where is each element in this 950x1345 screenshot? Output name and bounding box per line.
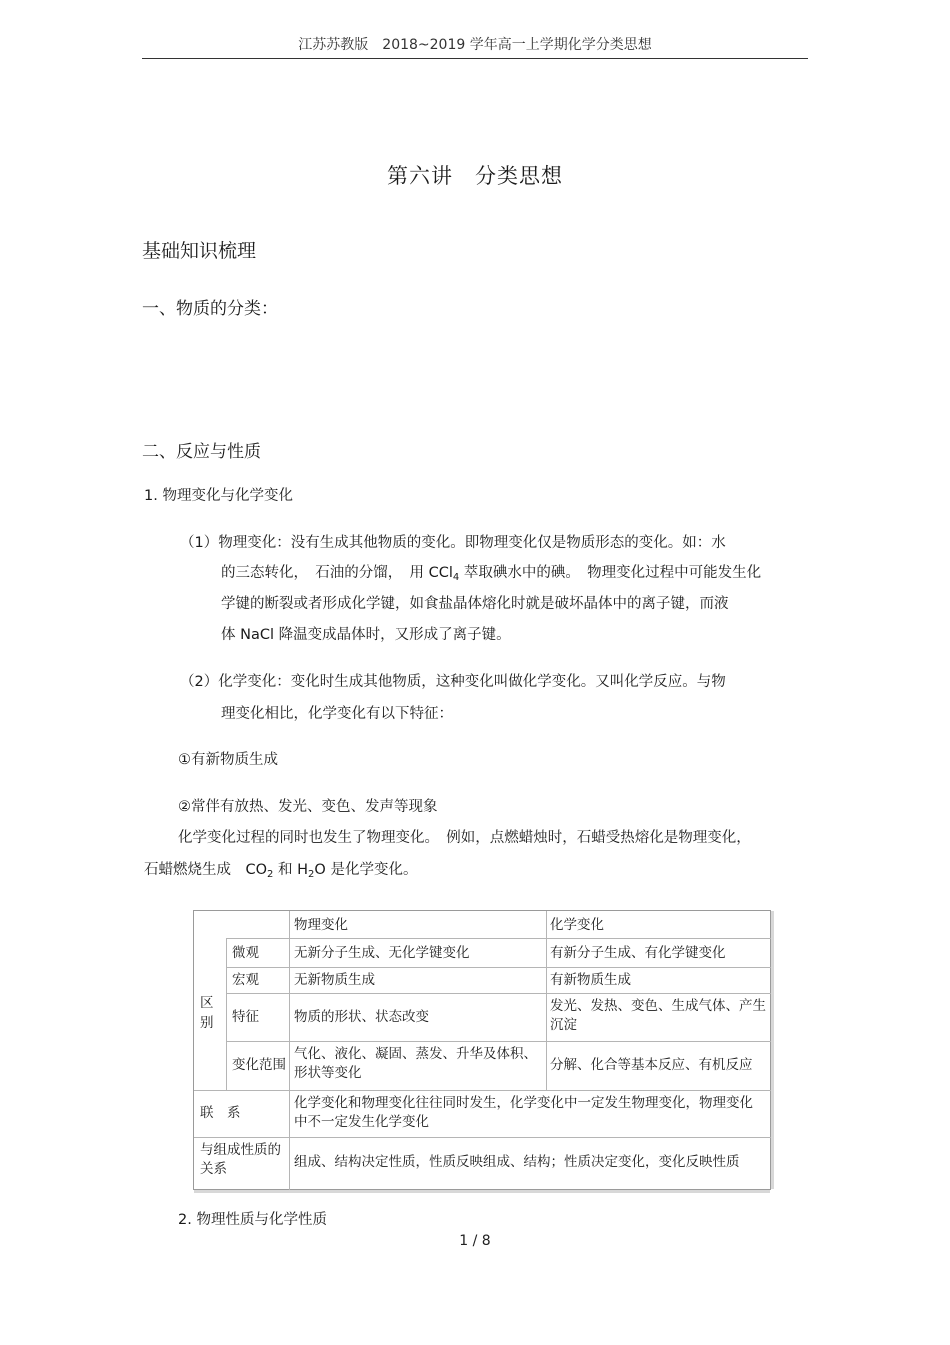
cell-scope-physical: 气化、液化、凝固、蒸发、升华及体积、形状等变化 [294, 1046, 537, 1081]
section-reaction-properties: 二、反应与性质 [142, 442, 261, 462]
header-rule [142, 58, 808, 59]
paragraph-chemical-line1: （2）化学变化：变化时生成其他物质，这种变化叫做化学变化。又叫化学反应。与物 [180, 674, 726, 690]
paragraph-physical-line1: （1）物理变化：没有生成其他物质的变化。即物理变化仅是物质形态的变化。如：水 [180, 535, 726, 551]
paragraph-physical-line2: 的三态转化， 石油的分馏， 用 CCl$_4$ 萃取碘水中的碘。 物理变化过程中可能发生化 [221, 565, 762, 583]
cell-relation: 化学变化和物理变化往往同时发生，化学变化中一定发生物理变化，物理变化中不一定发生化学变化 [294, 1095, 753, 1130]
row-label-features: 特征 [232, 1009, 259, 1025]
subsection-2: 2. 物理性质与化学性质 [178, 1212, 327, 1228]
group-label-difference: 区 别 [200, 995, 214, 1031]
cell-macro-physical: 无新物质生成 [294, 972, 375, 988]
row-label-composition: 与组成性质的关系 [200, 1142, 281, 1177]
cell-macro-chemical: 有新物质生成 [550, 972, 631, 988]
paragraph-example-line2: 石蜡燃烧生成 $CO_2$ 和 $H_2O$ 是化学变化。 [144, 862, 418, 880]
cell-features-physical: 物质的形状、状态改变 [294, 1009, 429, 1025]
subsection-1: 1. 物理变化与化学变化 [144, 488, 293, 504]
section-classification: 一、物质的分类： [142, 299, 278, 319]
comparison-table [193, 910, 771, 1190]
cell-scope-chemical: 分解、化合等基本反应、有机反应 [550, 1057, 753, 1073]
row-label-macro: 宏观 [232, 972, 259, 988]
header-chemical-change: 化学变化 [550, 917, 604, 933]
page-header: 江苏苏教版 2018~2019 学年高一上学期化学分类思想 [298, 37, 652, 53]
feature-phenomena: ②常伴有放热、发光、变色、发声等现象 [178, 799, 438, 815]
paragraph-physical-line4: 体 NaCl 降温变成晶体时，又形成了离子键。 [221, 627, 511, 643]
paragraph-chemical-line2: 理变化相比，化学变化有以下特征： [221, 706, 453, 722]
cell-micro-chemical: 有新分子生成、有化学键变化 [550, 945, 726, 961]
header-physical-change: 物理变化 [294, 917, 348, 933]
row-label-relation: 联 系 [200, 1105, 241, 1121]
table-shadow-bottom [194, 1190, 770, 1193]
paragraph-physical-line3: 学键的断裂或者形成化学键，如食盐晶体熔化时就是破坏晶体中的离子键，而液 [221, 596, 729, 612]
row-label-micro: 微观 [232, 945, 259, 961]
cell-composition: 组成、结构决定性质，性质反映组成、结构；性质决定变化，变化反映性质 [294, 1154, 740, 1170]
lesson-title: 第六讲 分类思想 [387, 164, 563, 188]
cell-micro-physical: 无新分子生成、无化学键变化 [294, 945, 470, 961]
paragraph-example-line1: 化学变化过程的同时也发生了物理变化。 例如，点燃蜡烛时，石蜡受热熔化是物理变化， [178, 830, 751, 846]
cell-features-chemical: 发光、发热、变色、生成气体、产生沉淀 [550, 998, 766, 1033]
row-label-scope: 变化范围 [232, 1057, 286, 1073]
section-basic-knowledge: 基础知识梳理 [142, 240, 257, 262]
table-shadow-right [771, 911, 774, 1189]
page-number: 1 / 8 [459, 1233, 491, 1249]
feature-new-substance: ①有新物质生成 [178, 752, 278, 768]
